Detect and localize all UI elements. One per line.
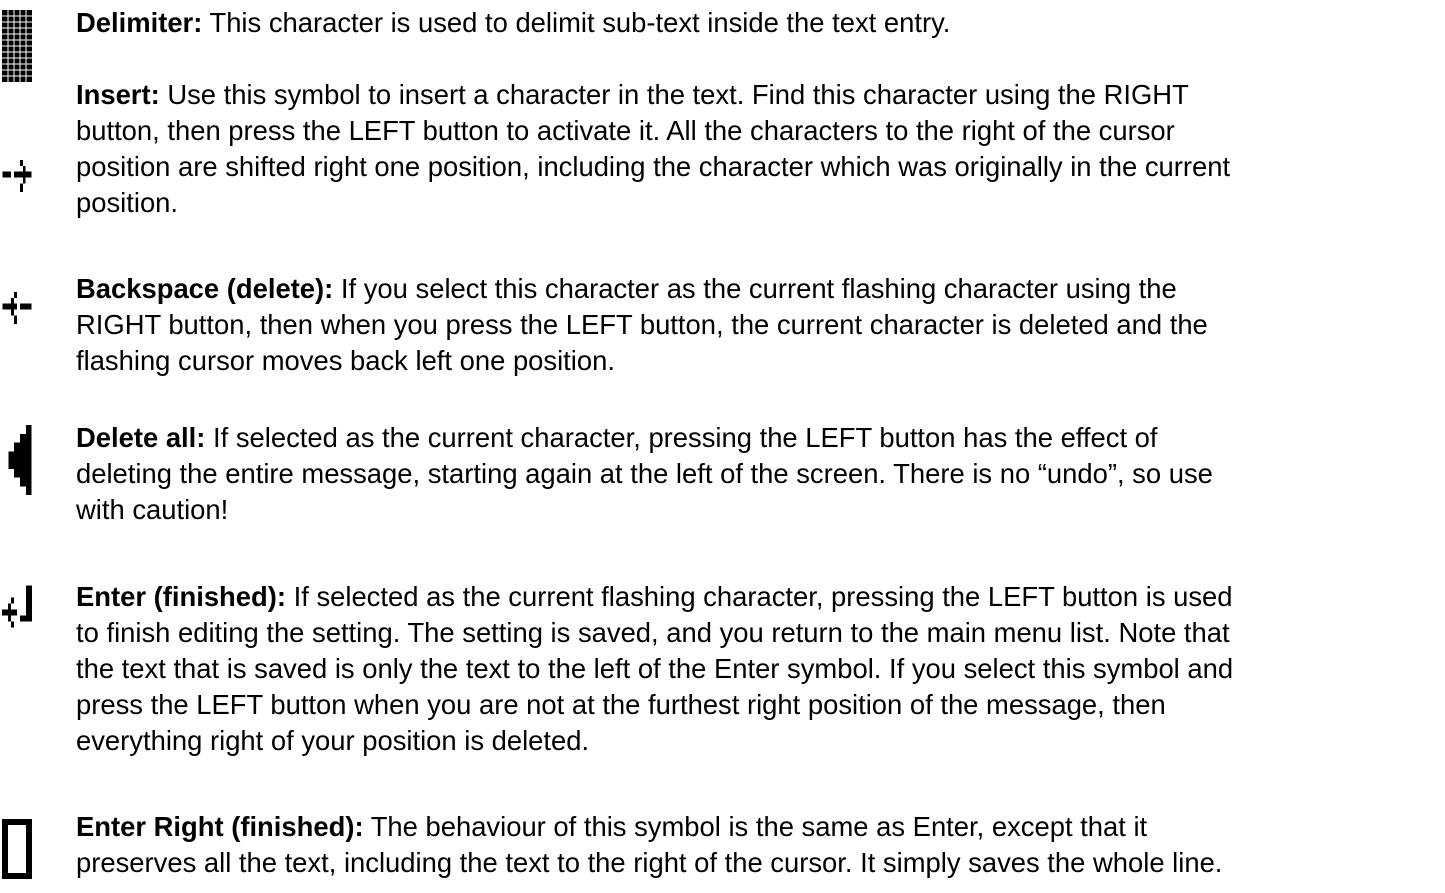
entry-term: Enter (finished): <box>76 581 286 612</box>
text-line: button, then press the LEFT button to activate it. All the characters to the right of the cursor <box>76 115 1175 146</box>
entry-text <box>76 809 1445 881</box>
text-line: position. <box>76 187 179 218</box>
entry-term: Insert: <box>76 79 160 110</box>
entry-term: Delimiter: <box>76 7 203 38</box>
text-line: If you select this character as the current flashing character using the <box>333 273 1177 304</box>
backspace-arrow-icon <box>2 292 32 324</box>
text-line: If selected as the current flashing character, pressing the LEFT button is used <box>286 581 1233 612</box>
text-line: RIGHT button, then when you press the LEFT button, the current character is deleted and the <box>76 309 1208 340</box>
text-line: the text that is saved is only the text to the left of the Enter symbol. If you select this symbol and <box>76 653 1234 684</box>
text-line: everything right of your position is deleted. <box>76 725 590 756</box>
text-line: to finish editing the setting. The setting is saved, and you return to the main menu list. Note that <box>76 617 1230 648</box>
entry-term: Enter Right (finished): <box>76 811 364 842</box>
entry-term: Backspace (delete): <box>76 273 334 304</box>
text-line: Use this symbol to insert a character in the text. Find this character using the RIGHT <box>159 79 1189 110</box>
text-line: deleting the entire message, starting again at the left of the screen. There is no “undo”, so use <box>76 458 1213 489</box>
entry-text <box>76 77 1445 221</box>
text-line: press the LEFT button when you are not at the furthest right position of the message, then <box>76 689 1166 720</box>
text-line: This character is used to delimit sub-text inside the text entry. <box>202 7 951 38</box>
entry-text <box>76 420 1445 528</box>
text-line: with caution! <box>76 494 229 525</box>
enter-return-icon <box>2 585 32 637</box>
text-line: position are shifted right one position, including the character which was originally in the current <box>76 151 1231 182</box>
text-line: If selected as the current character, pressing the LEFT button has the effect of <box>205 422 1158 453</box>
text-line: preserves all the text, including the text to the right of the cursor. It simply saves the whole line. <box>76 847 1223 878</box>
delimiter-block-icon <box>2 10 32 82</box>
insert-arrow-icon <box>2 160 32 192</box>
entry-text <box>76 5 1445 41</box>
text-line: flashing cursor moves back left one position. <box>76 345 615 376</box>
delete-all-icon <box>2 425 32 495</box>
enter-right-box-icon <box>2 818 32 880</box>
entry-text <box>76 579 1445 759</box>
entry-term: Delete all: <box>76 422 206 453</box>
entry-text <box>76 271 1445 379</box>
text-line: The behaviour of this symbol is the same as Enter, except that it <box>363 811 1148 842</box>
